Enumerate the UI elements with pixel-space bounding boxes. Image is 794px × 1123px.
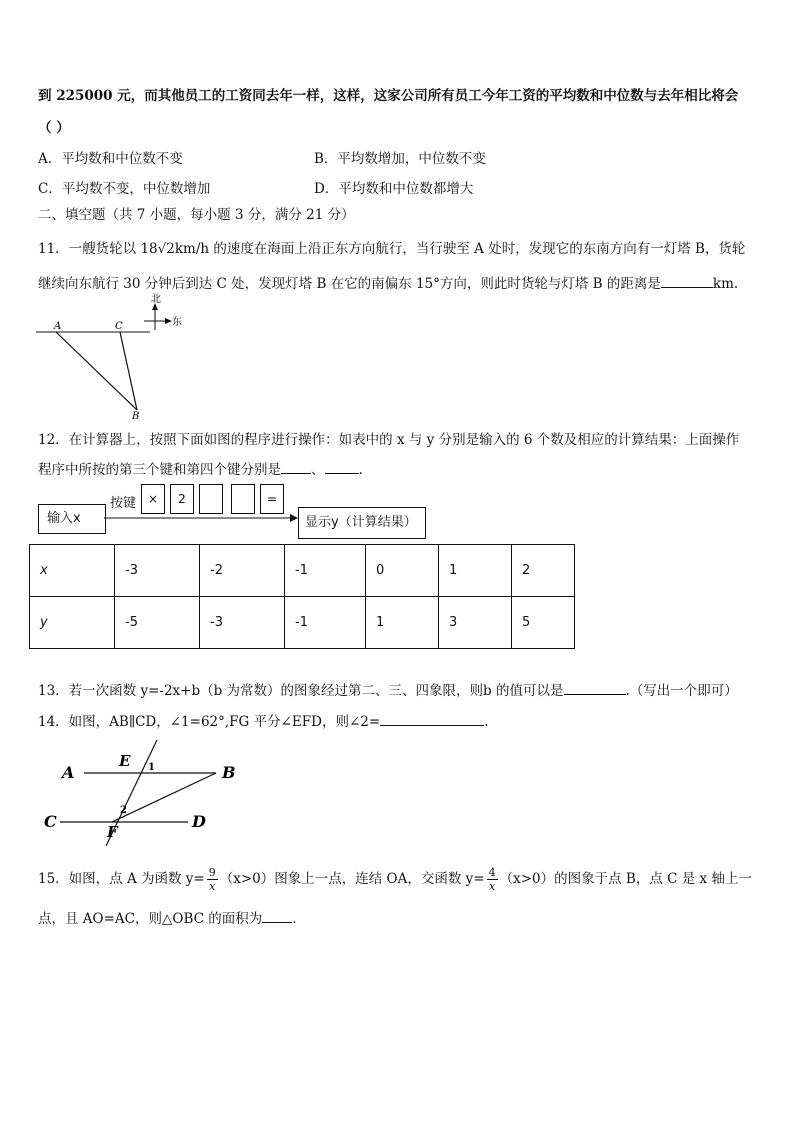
q10-answer-paren: （ ） (38, 120, 70, 136)
q11-line1 (38, 237, 745, 257)
q12-line1: 12．在计算器上，按照下面如图的程序进行操作：如表中的 x 与 y 分别是输入的 6 个数及相应的计算结果：上面操作 (38, 432, 740, 448)
q12-blank-2[interactable] (325, 461, 359, 474)
q14-figure (40, 736, 250, 848)
table-cell: 1 (439, 545, 512, 597)
q11-point-b: B (132, 411, 140, 422)
q12-text: 程序中所按的第三个键和第四个键分别是 (38, 462, 281, 478)
q15-blank[interactable] (262, 910, 292, 923)
q12-blank-1[interactable] (281, 461, 311, 474)
table-cell: x (30, 545, 115, 597)
q14-point-c: C (44, 812, 57, 831)
q10-option-d: D．平均数和中位数都增大 (314, 181, 474, 197)
q11-line2 (38, 272, 738, 292)
table-cell: -1 (285, 545, 366, 597)
table-row-y (30, 597, 575, 649)
q10-line1: 到 225000 元，而其他员工的工资同去年一样，这样，这家公司所有员工今年工资的平均数和中位数与去年相比将会 (38, 88, 739, 104)
q14-point-a: A (62, 763, 75, 782)
q11-text-c: 继续向东航行 30 分钟后到达 C 处，发现灯塔 B 在它的南偏东 15°方向，则此时货轮与灯塔 B 的距离是 (38, 276, 661, 292)
q11-point-a: A (54, 321, 62, 332)
q11-east-arrowhead (165, 318, 172, 324)
q14-point-e: E (119, 752, 131, 770)
q14-point-b: B (222, 763, 236, 782)
q15-text-b: （x>0）图象上一点，连结 OA，交函数 y= (219, 871, 485, 887)
keys-label: 按键 (110, 496, 137, 511)
q11-line-ab (56, 332, 137, 410)
q13-line (38, 679, 738, 699)
q15-f2-den: x (489, 880, 496, 893)
q14-angle-2: 2 (120, 805, 127, 816)
q11-line-cb (120, 332, 137, 410)
q15-f1-num: 9 (208, 866, 216, 879)
q13-blank[interactable] (564, 682, 626, 695)
q15-f1-den: x (209, 880, 216, 893)
table-cell: y (30, 597, 115, 649)
table-row-x (30, 545, 575, 597)
key-fourth-blank (231, 484, 255, 514)
q11-text-a: 11．一艘货轮以 18 (38, 241, 158, 257)
q11-sqrt: √2 (157, 241, 175, 257)
q15-text-c: （x>0）的图象于点 B，点 C 是 x 轴上一 (499, 871, 752, 887)
q10-option-a: A．平均数和中位数不变 (38, 151, 183, 167)
output-y-box: 显示y（计算结果） (298, 507, 426, 539)
table-cell: -3 (200, 597, 285, 649)
q13-text: 13．若一次函数 y=-2x+b（b 为常数）的图象经过第二、三、四象限，则b 的值可以是 (38, 683, 564, 699)
table-cell: 3 (439, 597, 512, 649)
q11-figure (30, 290, 210, 422)
table-cell: 2 (512, 545, 575, 597)
table-cell: -3 (115, 545, 200, 597)
q11-point-c: C (115, 321, 123, 332)
q11-text-b: km/h 的速度在海面上沿正东方向航行，当行驶至 A 处时，发现它的东南方向有一灯塔 B，货轮 (174, 241, 746, 257)
q15-end: . (292, 911, 297, 927)
q12-sep: 、 (311, 462, 325, 478)
key-third-blank (199, 484, 223, 514)
q15-fraction-9 (207, 866, 218, 893)
q15-line2 (38, 907, 297, 927)
q15-fraction-4 (487, 866, 498, 893)
q11-answer-blank[interactable] (661, 275, 713, 288)
section-heading: 二、填空题（共 7 小题，每小题 3 分，满分 21 分） (38, 207, 355, 223)
q10-option-b: B．平均数增加，中位数不变 (314, 151, 486, 167)
q13-end: .（写出一个即可） (625, 683, 738, 699)
q14-line (38, 710, 488, 730)
q10-option-c: C．平均数不变，中位数增加 (38, 181, 211, 197)
table-cell: -5 (115, 597, 200, 649)
input-x-box: 输入x (38, 504, 106, 534)
q14-point-d: D (192, 812, 206, 831)
table-cell: 0 (366, 545, 439, 597)
q11-east-label: 东 (172, 317, 182, 328)
q11-unit: km. (712, 276, 739, 292)
table-cell: -2 (200, 545, 285, 597)
q15-f2-num: 4 (488, 866, 496, 879)
q12-end: . (358, 462, 363, 478)
q14-point-f: F (107, 823, 118, 841)
key-two: 2 (170, 484, 194, 514)
table-cell: -1 (285, 597, 366, 649)
key-multiply: × (141, 484, 165, 514)
table-cell: 5 (512, 597, 575, 649)
q15-text-a: 15．如图，点 A 为函数 y= (38, 871, 205, 887)
q14-end: . (484, 714, 489, 730)
q12-line2 (38, 458, 363, 478)
key-equals: = (260, 484, 284, 514)
q11-north-label: 北 (151, 294, 161, 305)
xy-table (29, 544, 575, 649)
q14-blank[interactable] (380, 713, 484, 726)
q15-line1 (38, 860, 752, 898)
table-cell: 1 (366, 597, 439, 649)
q14-text: 14．如图，AB∥CD，∠1=62°,FG 平分∠EFD，则∠2= (38, 714, 381, 730)
q14-angle-1: 1 (148, 762, 155, 773)
q15-text-d: 点，且 AO=AC，则△OBC 的面积为 (38, 911, 263, 927)
